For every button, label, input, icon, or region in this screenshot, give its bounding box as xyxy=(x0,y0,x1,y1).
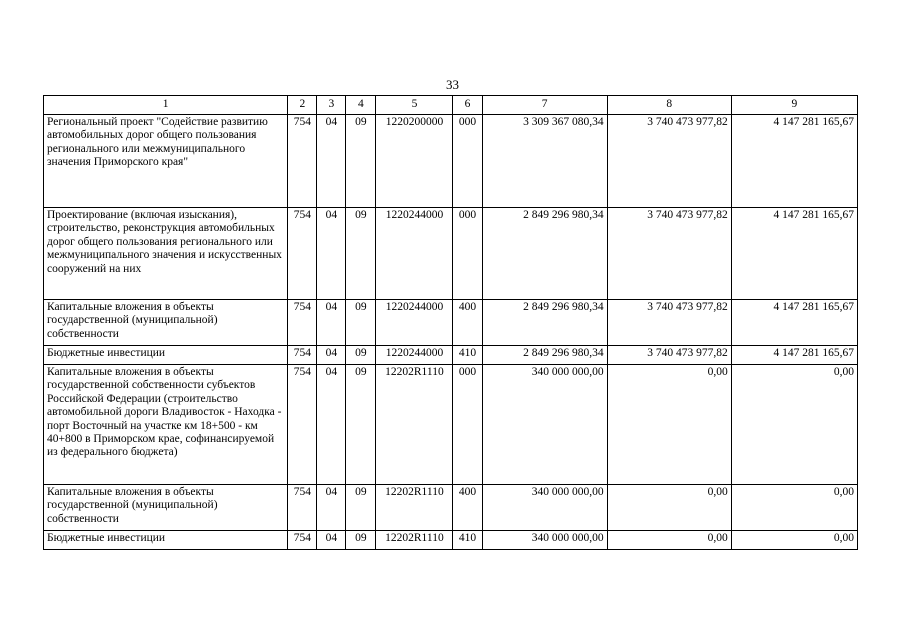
expense-type-code: 000 xyxy=(453,365,482,485)
amount-col7: 340 000 000,00 xyxy=(482,485,607,531)
target-code: 1220200000 xyxy=(376,115,453,208)
subsection-code: 09 xyxy=(346,485,376,531)
column-header: 9 xyxy=(731,96,857,115)
amount-col7: 2 849 296 980,34 xyxy=(482,346,607,365)
amount-col8: 0,00 xyxy=(607,485,731,531)
header-row xyxy=(44,96,858,115)
table-row xyxy=(44,365,858,485)
amount-col9: 0,00 xyxy=(731,485,857,531)
expense-type-code: 400 xyxy=(453,300,482,346)
column-header: 7 xyxy=(482,96,607,115)
item-name: Капитальные вложения в объекты государственной собственности субъектов Российской Федерации (строительство автомобильной дороги Владивосток - Находка - порт Восточный на участке км 18+500 - км 40+800 в Приморском крае, софинансируемой из федерального бюджета) xyxy=(44,365,288,485)
admin-code: 754 xyxy=(288,208,317,300)
section-code: 04 xyxy=(317,485,346,531)
admin-code: 754 xyxy=(288,115,317,208)
page-number: 33 xyxy=(446,77,459,92)
section-code: 04 xyxy=(317,346,346,365)
admin-code: 754 xyxy=(288,365,317,485)
target-code: 1220244000 xyxy=(376,346,453,365)
table-row xyxy=(44,531,858,550)
item-name: Бюджетные инвестиции xyxy=(44,531,288,550)
amount-col8: 3 740 473 977,82 xyxy=(607,300,731,346)
item-name: Региональный проект "Содействие развитию автомобильных дорог общего пользования регионального или межмуниципального значения Приморского края" xyxy=(44,115,288,208)
admin-code: 754 xyxy=(288,485,317,531)
admin-code: 754 xyxy=(288,531,317,550)
subsection-code: 09 xyxy=(346,115,376,208)
expense-type-code: 000 xyxy=(453,208,482,300)
section-code: 04 xyxy=(317,531,346,550)
table-row xyxy=(44,346,858,365)
admin-code: 754 xyxy=(288,300,317,346)
amount-col8: 3 740 473 977,82 xyxy=(607,208,731,300)
target-code: 12202R1110 xyxy=(376,485,453,531)
budget-table xyxy=(43,95,858,550)
amount-col8: 3 740 473 977,82 xyxy=(607,346,731,365)
target-code: 12202R1110 xyxy=(376,365,453,485)
amount-col7: 340 000 000,00 xyxy=(482,531,607,550)
subsection-code: 09 xyxy=(346,531,376,550)
section-code: 04 xyxy=(317,208,346,300)
item-name: Проектирование (включая изыскания), строительство, реконструкция автомобильных дорог общего пользования регионального или межмуниципального значения и искусственных сооружений на них xyxy=(44,208,288,300)
column-header: 2 xyxy=(288,96,317,115)
amount-col7: 2 849 296 980,34 xyxy=(482,300,607,346)
target-code: 12202R1110 xyxy=(376,531,453,550)
table-row xyxy=(44,485,858,531)
column-header: 4 xyxy=(346,96,376,115)
admin-code: 754 xyxy=(288,346,317,365)
subsection-code: 09 xyxy=(346,208,376,300)
expense-type-code: 400 xyxy=(453,485,482,531)
table-row xyxy=(44,115,858,208)
section-code: 04 xyxy=(317,300,346,346)
amount-col9: 4 147 281 165,67 xyxy=(731,208,857,300)
amount-col7: 340 000 000,00 xyxy=(482,365,607,485)
item-name: Бюджетные инвестиции xyxy=(44,346,288,365)
expense-type-code: 410 xyxy=(453,531,482,550)
amount-col8: 0,00 xyxy=(607,365,731,485)
section-code: 04 xyxy=(317,365,346,485)
column-header: 1 xyxy=(44,96,288,115)
amount-col8: 0,00 xyxy=(607,531,731,550)
subsection-code: 09 xyxy=(346,346,376,365)
expense-type-code: 410 xyxy=(453,346,482,365)
amount-col9: 4 147 281 165,67 xyxy=(731,346,857,365)
amount-col9: 4 147 281 165,67 xyxy=(731,115,857,208)
amount-col9: 0,00 xyxy=(731,365,857,485)
table-row xyxy=(44,300,858,346)
column-header: 8 xyxy=(607,96,731,115)
table-row xyxy=(44,208,858,300)
subsection-code: 09 xyxy=(346,300,376,346)
item-name: Капитальные вложения в объекты государственной (муниципальной) собственности xyxy=(44,300,288,346)
amount-col9: 4 147 281 165,67 xyxy=(731,300,857,346)
item-name: Капитальные вложения в объекты государственной (муниципальной) собственности xyxy=(44,485,288,531)
target-code: 1220244000 xyxy=(376,208,453,300)
amount-col7: 2 849 296 980,34 xyxy=(482,208,607,300)
target-code: 1220244000 xyxy=(376,300,453,346)
column-header: 5 xyxy=(376,96,453,115)
amount-col8: 3 740 473 977,82 xyxy=(607,115,731,208)
amount-col9: 0,00 xyxy=(731,531,857,550)
column-header: 3 xyxy=(317,96,346,115)
section-code: 04 xyxy=(317,115,346,208)
amount-col7: 3 309 367 080,34 xyxy=(482,115,607,208)
subsection-code: 09 xyxy=(346,365,376,485)
column-header: 6 xyxy=(453,96,482,115)
expense-type-code: 000 xyxy=(453,115,482,208)
